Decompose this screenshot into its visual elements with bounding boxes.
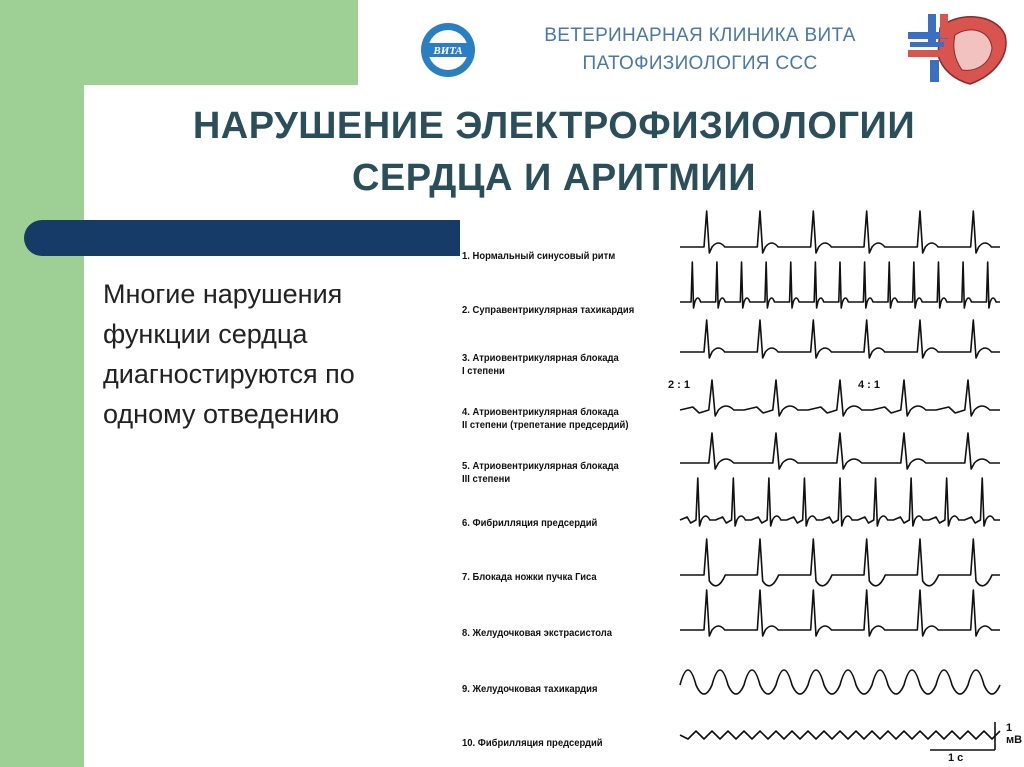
- ecg-label: 1. Нормальный синусовый ритм: [462, 250, 616, 262]
- logo-text: ВИТА: [433, 45, 463, 57]
- ecg-label: 6. Фибрилляция предсердий: [462, 517, 598, 529]
- body-line: Многие нарушения: [103, 279, 343, 309]
- subject-name: ПАТОФИЗИОЛОГИЯ ССС: [582, 53, 818, 74]
- navy-accent-bar: [24, 220, 460, 256]
- scale-time: 1 c: [948, 752, 964, 764]
- ecg-strips: [458, 200, 1024, 767]
- ecg-label: 8. Желудочковая экстрасистола: [462, 627, 613, 639]
- body-line: диагностируются по: [103, 359, 355, 389]
- body-line: функции сердца: [103, 319, 308, 349]
- ecg-label: 7. Блокада ножки пучка Гиса: [462, 571, 597, 583]
- ecg-label: 2. Суправентрикулярная тахикардия: [462, 304, 635, 316]
- body-line: одному отведению: [103, 399, 340, 429]
- ecg-trace-4: [680, 380, 1000, 416]
- heart-anatomy-icon: [900, 10, 1010, 88]
- ecg-trace-3: [680, 320, 1000, 358]
- body-text: [103, 274, 443, 434]
- ecg-trace-10: [680, 731, 1000, 739]
- green-top-panel: [0, 0, 358, 85]
- ecg-trace-6: [680, 478, 1000, 526]
- ratio-right: 4 : 1: [858, 379, 881, 391]
- clinic-name: ВЕТЕРИНАРНАЯ КЛИНИКА ВИТА: [544, 25, 856, 46]
- title-line-1: НАРУШЕНИЕ ЭЛЕКТРОФИЗИОЛОГИИ: [192, 105, 916, 147]
- ecg-trace-1: [680, 211, 1000, 253]
- ecg-label: 9. Желудочковая тахикардия: [462, 683, 598, 695]
- ecg-label: 4. Атриовентрикулярная блокада II степени (трепетание предсердий): [462, 406, 629, 431]
- scale-voltage: 1 мВ: [1006, 722, 1023, 746]
- header: [490, 22, 910, 78]
- ecg-label: 10. Фибрилляция предсердий: [462, 737, 603, 749]
- ecg-label: 5. Атриовентрикулярная блокада III степени: [462, 460, 619, 485]
- ecg-trace-5: [680, 433, 1000, 469]
- ecg-trace-8: [680, 590, 1000, 636]
- green-side-panel: [0, 0, 84, 767]
- ratio-left: 2 : 1: [668, 379, 691, 391]
- ecg-label: 3. Атриовентрикулярная блокада I степени: [462, 352, 619, 377]
- title-line-2: СЕРДЦА И АРИТМИИ: [351, 157, 757, 199]
- ecg-trace-9: [680, 670, 1000, 694]
- ecg-trace-2: [680, 262, 1000, 308]
- ecg-trace-7: [680, 539, 1000, 586]
- page-title: [84, 100, 1024, 204]
- clinic-logo-icon: [420, 22, 476, 78]
